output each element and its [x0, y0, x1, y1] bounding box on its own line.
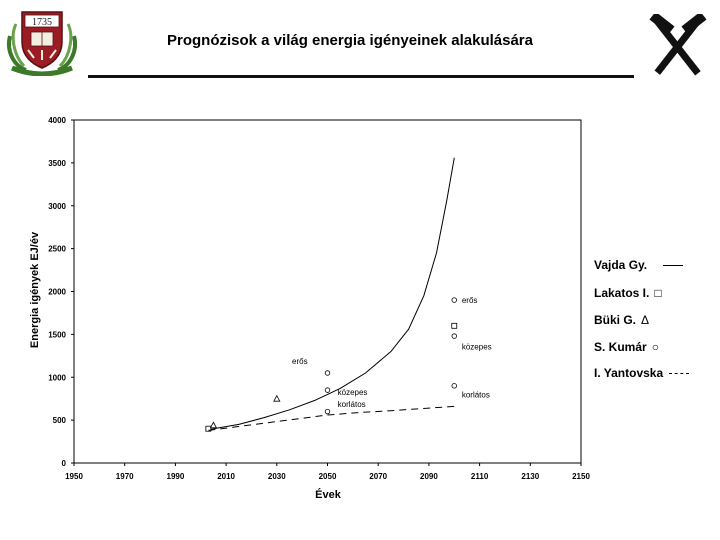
x-tick-label: 2130: [521, 472, 540, 481]
legend-item: [594, 286, 662, 300]
legend-item: [594, 313, 649, 327]
data-point-s-kum-r: [325, 371, 330, 376]
legend-item: [594, 258, 683, 272]
annotation-label: közepes: [337, 387, 368, 397]
y-tick-label: 4000: [48, 116, 66, 125]
x-tick-label: 2030: [267, 472, 286, 481]
x-tick-label: 1990: [166, 472, 185, 481]
data-point-s-kum-r: [452, 334, 457, 339]
legend-item: [594, 340, 659, 354]
legend-line-solid: [663, 265, 683, 266]
x-tick-label: 2090: [420, 472, 438, 481]
y-tick-label: 2000: [48, 287, 66, 297]
data-point-s-kum-r: [325, 409, 330, 414]
legend-label: Vajda Gy.: [594, 258, 648, 272]
x-tick-label: 2150: [572, 472, 590, 481]
x-tick-label: 2010: [217, 472, 235, 481]
crest-year: 1735: [32, 17, 52, 28]
annotation-label: erős: [461, 296, 478, 306]
legend-label: S. Kumár: [594, 340, 647, 354]
y-tick-label: 3000: [48, 201, 66, 211]
x-tick-label: 1970: [115, 472, 134, 481]
page-title: Prognózisok a világ energia igényeinek alakulására: [167, 32, 533, 49]
y-tick-label: 1500: [48, 330, 66, 340]
data-point-s-kum-r: [325, 388, 330, 393]
x-tick-label: 2070: [369, 472, 388, 481]
legend-label: Büki G.: [594, 313, 637, 327]
y-tick-label: 0: [61, 459, 66, 468]
annotation-label: korlátos: [337, 399, 366, 409]
data-point-lakatos-i: [452, 323, 457, 328]
y-tick-label: 500: [52, 416, 66, 426]
data-point-s-kum-r: [452, 298, 457, 303]
x-tick-label: 2050: [318, 472, 337, 481]
legend-marker-circle: ○: [651, 340, 659, 354]
legend-line-dashed: [669, 373, 689, 374]
legend-marker-square: □: [654, 286, 662, 300]
y-tick-label: 2500: [48, 244, 66, 254]
legend-label: I. Yantovska: [594, 366, 664, 380]
y-tick-label: 1000: [48, 373, 66, 383]
legend-marker-triangle: Δ: [641, 313, 650, 327]
data-point-s-kum-r: [452, 384, 457, 389]
annotation-label: korlátos: [461, 390, 490, 400]
y-tick-label: 3500: [48, 158, 66, 168]
legend-item: [594, 366, 689, 380]
annotation-label: erős: [292, 356, 308, 366]
x-tick-label: 2110: [470, 472, 489, 481]
y-axis-title: Energia igények EJ/év: [29, 231, 41, 349]
x-tick-label: 1950: [65, 472, 83, 481]
annotation-label: közepes: [461, 342, 492, 352]
x-axis-title: Évek: [315, 489, 341, 501]
legend-label: Lakatos I.: [594, 286, 650, 300]
